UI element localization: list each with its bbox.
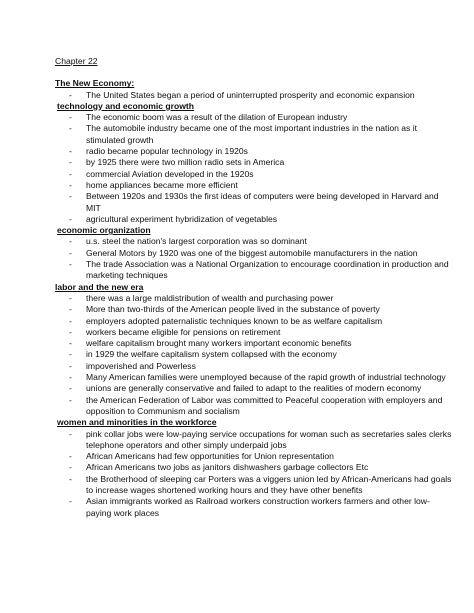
list-item xyxy=(55,349,454,360)
list-item xyxy=(55,180,454,191)
bullet-dash: - xyxy=(69,372,72,383)
bullet-list xyxy=(55,429,454,519)
list-item xyxy=(55,316,454,327)
list-item-text: Asian immigrants worked as Railroad workers construction workers farmers and other low-paying work places xyxy=(86,496,430,518)
list-item xyxy=(55,338,454,349)
list-item xyxy=(55,146,454,157)
bullet-dash: - xyxy=(69,428,72,439)
section-heading: The New Economy: xyxy=(55,78,135,89)
list-item-text: The trade Association was a National Organization to encourage coordination in production and marketing techniques xyxy=(86,259,449,281)
bullet-list xyxy=(55,236,454,281)
bullet-list xyxy=(55,112,454,225)
list-item xyxy=(55,372,454,383)
section-heading: technology and economic growth xyxy=(57,100,195,111)
list-item xyxy=(55,383,454,394)
bullet-dash: - xyxy=(69,326,72,337)
list-item-text: The United States began a period of uninterrupted prosperity and economic expansion xyxy=(86,89,415,100)
bullet-dash: - xyxy=(69,213,72,224)
bullet-dash: - xyxy=(69,383,72,394)
bullet-dash: - xyxy=(69,168,72,179)
list-item-text: pink collar jobs were low-paying service occupations for woman such as secretaries sales clerks telephone operators and other simply underpaid jobs xyxy=(86,428,452,450)
list-item-text: employers adopted paternalistic techniques known to be as welfare capitalism xyxy=(86,315,383,326)
list-item-text: The automobile industry became one of the most important industries in the nation as it stimulated growth xyxy=(86,123,418,145)
bullet-dash: - xyxy=(69,179,72,190)
bullet-dash: - xyxy=(69,259,72,270)
bullet-list xyxy=(55,293,454,417)
list-item xyxy=(55,157,454,168)
list-item xyxy=(55,395,454,418)
list-item xyxy=(55,236,454,247)
bullet-dash: - xyxy=(69,473,72,484)
bullet-dash: - xyxy=(69,338,72,349)
list-item-text: Many American families were unemployed because of the rapid growth of industrial technology xyxy=(86,372,446,383)
list-item-text: impoverished and Powerless xyxy=(86,360,196,371)
list-item xyxy=(55,293,454,304)
list-item xyxy=(55,361,454,372)
list-item-text: commercial Aviation developed in the 1920s xyxy=(86,168,254,179)
bullet-dash: - xyxy=(69,112,72,123)
bullet-dash: - xyxy=(69,451,72,462)
bullet-dash: - xyxy=(69,360,72,371)
list-item-text: General Motors by 1920 was one of the biggest automobile manufacturers in the nation xyxy=(86,247,418,258)
list-item xyxy=(55,123,454,146)
bullet-dash: - xyxy=(69,89,72,100)
list-item xyxy=(55,304,454,315)
list-item-text: workers became eligible for pensions on retirement xyxy=(86,326,281,337)
list-item xyxy=(55,248,454,259)
bullet-dash: - xyxy=(69,191,72,202)
list-item-text: the American Federation of Labor was committed to Peaceful cooperation with employers and opposition to Communism and socialism xyxy=(86,394,443,416)
bullet-dash: - xyxy=(69,236,72,247)
bullet-dash: - xyxy=(69,146,72,157)
section-heading: labor and the new era xyxy=(55,281,144,292)
list-item-text: African Americans had few opportunities for Union representation xyxy=(86,451,334,462)
bullet-dash: - xyxy=(69,496,72,507)
document-body xyxy=(55,78,454,519)
section-heading: economic organization xyxy=(57,225,151,236)
bullet-dash: - xyxy=(69,292,72,303)
list-item xyxy=(55,327,454,338)
list-item-text: Between 1920s and 1930s the first ideas of computers were being developed in Harvard and MIT xyxy=(86,191,439,213)
list-item xyxy=(55,214,454,225)
list-item xyxy=(55,496,454,519)
bullet-dash: - xyxy=(69,304,72,315)
section-heading: women and minorities in the workforce xyxy=(57,417,217,428)
list-item xyxy=(55,90,454,101)
list-item-text: welfare capitalism brought many workers important economic benefits xyxy=(86,338,352,349)
list-item xyxy=(55,462,454,473)
list-item xyxy=(55,451,454,462)
list-item-text: there was a large maldistribution of wealth and purchasing power xyxy=(86,292,334,303)
list-item-text: unions are generally conservative and failed to adapt to the realities of modern economy xyxy=(86,383,422,394)
bullet-dash: - xyxy=(69,247,72,258)
list-item-text: radio became popular technology in 1920s xyxy=(86,146,248,157)
list-item xyxy=(55,191,454,214)
bullet-dash: - xyxy=(69,462,72,473)
list-item-text: the Brotherhood of sleeping car Porters was a viggers union led by African-Americans had goals to increase wages shortened working hours and they have other benefits xyxy=(86,473,452,495)
list-item xyxy=(55,429,454,452)
bullet-dash: - xyxy=(69,394,72,405)
list-item-text: in 1929 the welfare capitalism system collapsed with the economy xyxy=(86,349,337,360)
list-item xyxy=(55,112,454,123)
list-item xyxy=(55,474,454,497)
bullet-dash: - xyxy=(69,349,72,360)
list-item-text: More than two-thirds of the American people lived in the substance of poverty xyxy=(86,304,380,315)
bullet-dash: - xyxy=(69,123,72,134)
bullet-list xyxy=(55,90,454,101)
list-item-text: home appliances became more efficient xyxy=(86,179,238,190)
bullet-dash: - xyxy=(69,315,72,326)
list-item xyxy=(55,169,454,180)
chapter-title: Chapter 22 xyxy=(55,56,98,66)
bullet-dash: - xyxy=(69,157,72,168)
list-item-text: u.s. steel the nation's largest corporation was so dominant xyxy=(86,236,307,247)
list-item-text: agricultural experiment hybridization of vegetables xyxy=(86,213,278,224)
list-item-text: African Americans two jobs as janitors dishwashers garbage collectors Etc xyxy=(86,462,369,473)
list-item xyxy=(55,259,454,282)
list-item-text: by 1925 there were two million radio sets in America xyxy=(86,157,285,168)
list-item-text: The economic boom was a result of the dilation of European industry xyxy=(86,112,348,123)
